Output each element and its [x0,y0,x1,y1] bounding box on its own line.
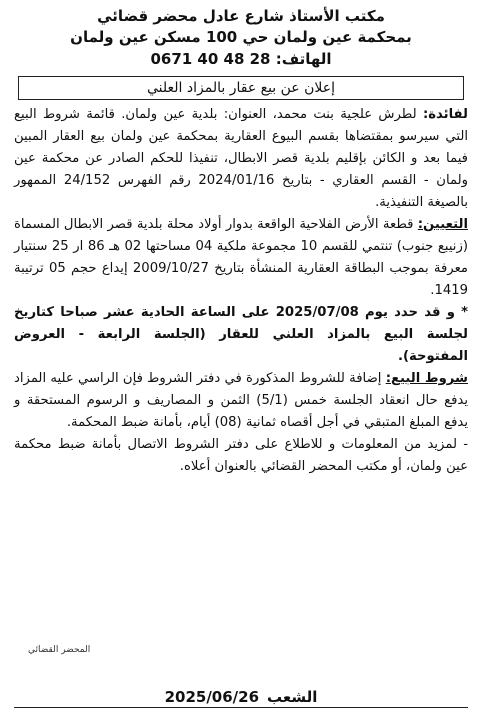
notice-header [14,6,468,70]
footer-rule [14,707,468,708]
paragraph-auction-date: * و قد حدد يوم 2025/07/08 على الساعة الحادية عشر صباحا كتاريخ لجلسة البيع بالمزاد العلني للعقار (الجلسة الرابعة - العروض المفتوحة). [14,305,468,364]
phone-line [14,48,468,70]
conditions-text: إضافة للشروط المذكورة في دفتر الشروط فإن الراسي عليه المزاد يدفع حال انعقاد الجلسة خمس (5/1) الثمن و المصاريف و الرسوم المستحقة و يدفع المبلغ المتبقي في أجل أقصاه ثمانية (08) أيام، بأمانة ضبط المحكمة. [14,371,468,430]
paragraph-designation [14,214,468,302]
office-name: مكتب الأستاذ شارع عادل محضر قضائي [97,7,385,25]
phone-label: الهاتف: [275,50,332,68]
beneficiary-text: لطرش علجية بنت محمد، العنوان: بلدية عين ولمان. قائمة شروط البيع التي سيرسو بمقتضاها بقسم البيوع العقارية بمحكمة عين ولمان بيع العقار المبين فيما بعد و الكائن بإقليم بلدية قصر الابطال، تنفيذا للحكم الصادر عن محكمة عين ولمان - القسم العقاري - بتاريخ 2024/01/16 رقم الفهرس 24/152 الممهور بالصيغة التنفيذية. [14,107,468,210]
phone-number: 0671 40 48 28 [150,50,271,68]
notice-body [14,104,468,478]
paragraph-contact: - لمزيد من المعلومات و للاطلاع على دفتر الشروط الاتصال بأمانة ضبط محكمة عين ولمان، أو مكتب المحضر القضائي بالعنوان أعلاه. [14,437,468,474]
bailiff-signature: المحضر القضائي [28,645,91,655]
conditions-label: شروط البيع: [385,371,468,386]
paragraph-conditions [14,368,468,434]
office-address: بمحكمة عين ولمان حي 100 مسكن عين ولمان [70,28,412,46]
notice-title: إعلان عن بيع عقار بالمزاد العلني [18,76,464,100]
publication-date: 2025/06/26 [164,688,260,706]
designation-text: قطعة الأرض الفلاحية الواقعة بدوار أولاد محلة بلدية قصر الابطال المسماة (زنيبع جنوب) تنتمي للقسم 10 مجموعة ملكية 04 مساحتها 02 هـ 86 ار 25 سنتيار معرفة بموجب البطاقة العقارية المنشأة بتاريخ 2009/10/27 إيداع حجم 05 ترتيبة 1419. [14,217,468,298]
designation-label: التعيين: [417,217,468,232]
paragraph-beneficiary [14,104,468,214]
publication-footer [18,688,464,706]
newspaper-name: الشعب [267,688,318,706]
beneficiary-label: لفائدة: [422,107,468,122]
